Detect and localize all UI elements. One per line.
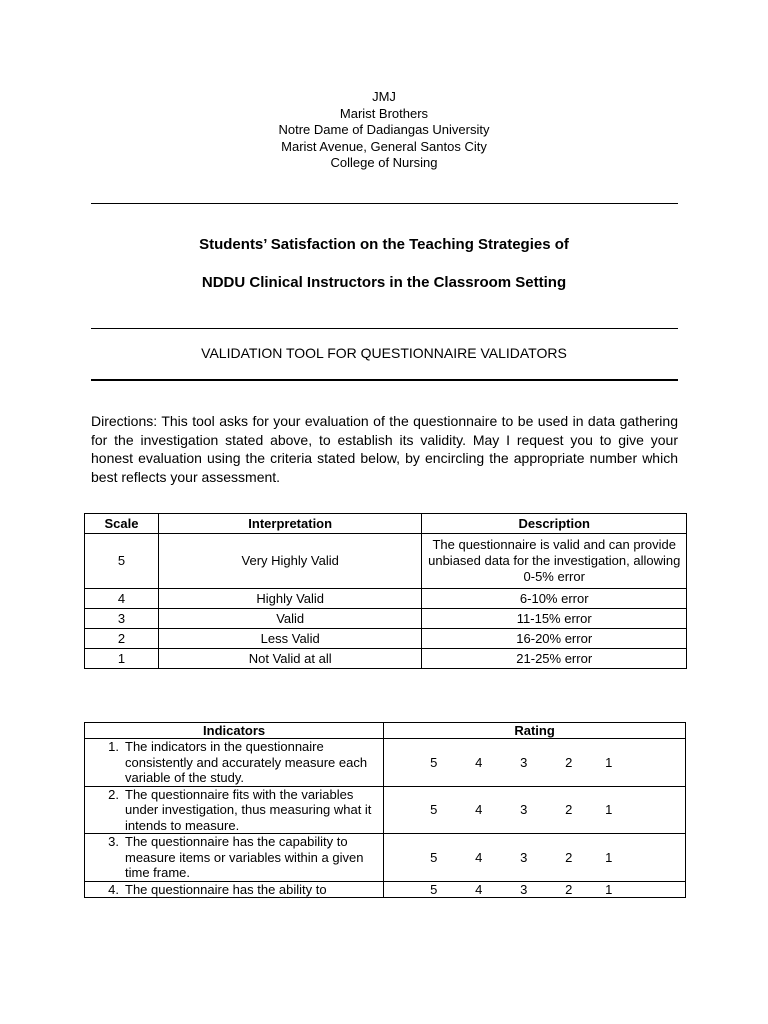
divider [91, 203, 678, 204]
table-row [85, 609, 687, 629]
description-cell: 6-10% error [422, 589, 687, 609]
rating-cell [384, 881, 686, 898]
description-cell: The questionnaire is valid and can provide unbiased data for the investigation, allowing 0-5% error [422, 534, 687, 589]
rating-option: 5 [430, 802, 438, 817]
rating-option: 5 [430, 849, 438, 865]
scale-cell: 3 [85, 609, 159, 629]
interpretation-cell: Less Valid [158, 629, 422, 649]
interpretation-cell: Not Valid at all [158, 649, 422, 669]
indicator-table [84, 722, 686, 898]
rating-option: 1 [605, 881, 613, 897]
header-line: College of Nursing [330, 155, 438, 170]
rating-option: 3 [520, 849, 528, 865]
table-row [85, 649, 687, 669]
rating-option: 4 [475, 881, 483, 897]
rating-option: 1 [605, 849, 613, 865]
column-header: Description [422, 514, 687, 534]
document-title-line-1: Students’ Satisfaction on the Teaching Strategies of [199, 236, 569, 253]
header-line: JMJ [372, 89, 396, 104]
indicator-text: The questionnaire fits with the variables under investigation, thus measuring what it intends to measure. [125, 786, 372, 833]
rating-option: 5 [430, 754, 438, 770]
indicator-number: 2. [108, 786, 119, 802]
rating-cell [384, 739, 686, 787]
scale-table [84, 513, 687, 669]
description-cell: 11-15% error [422, 609, 687, 629]
column-header: Rating [384, 723, 686, 739]
table-row [85, 881, 686, 898]
header-line: Notre Dame of Dadiangas University [278, 122, 490, 137]
rating-cell [384, 834, 686, 882]
rating-option: 4 [475, 802, 483, 817]
indicator-number: 3. [108, 834, 119, 849]
divider [91, 328, 678, 329]
rating-option: 3 [520, 881, 528, 897]
rating-option: 2 [565, 802, 573, 817]
header-line: Marist Avenue, General Santos City [281, 138, 487, 154]
description-cell: 21-25% error [422, 649, 687, 669]
table-header-row [85, 514, 687, 534]
rating-option: 3 [520, 802, 528, 817]
rating-option: 5 [430, 881, 438, 897]
interpretation-cell: Highly Valid [158, 589, 422, 609]
table-row [85, 534, 687, 589]
rating-option: 2 [565, 849, 573, 865]
scale-cell: 2 [85, 629, 159, 649]
description-cell: 16-20% error [422, 629, 687, 649]
indicator-text: The indicators in the questionnaire consistently and accurately measure each variable of the study. [125, 739, 368, 785]
indicator-cell [85, 834, 384, 882]
indicator-text: The questionnaire has the capability to measure items or variables within a given time frame. [125, 834, 364, 880]
rating-option: 1 [605, 802, 613, 817]
scale-cell: 5 [85, 534, 159, 589]
rating-cell [384, 786, 686, 834]
indicator-cell [85, 739, 384, 787]
document-subtitle: VALIDATION TOOL FOR QUESTIONNAIRE VALIDATORS [201, 345, 567, 361]
column-header: Interpretation [158, 514, 422, 534]
table-row [85, 834, 686, 882]
rating-option: 4 [475, 849, 483, 865]
rating-option: 1 [605, 754, 613, 770]
indicator-cell [85, 786, 384, 834]
table-row [85, 739, 686, 787]
table-row [85, 589, 687, 609]
directions-paragraph: Directions: This tool asks for your evaluation of the questionnaire to be used in data gathering for the investigation stated above, to establish its validity. May I request you to give your honest evaluation using the criteria stated below, by encircling the appropriate number which best reflects your assessment. [91, 413, 678, 485]
column-header: Scale [85, 514, 159, 534]
indicator-number: 1. [108, 739, 119, 754]
indicator-number: 4. [108, 881, 119, 897]
rating-option: 3 [520, 754, 528, 770]
table-row [85, 786, 686, 834]
document-title-line-2: NDDU Clinical Instructors in the Classroom Setting [201, 274, 567, 291]
divider [91, 379, 678, 381]
scale-cell: 4 [85, 589, 159, 609]
rating-option: 2 [565, 754, 573, 770]
interpretation-cell: Valid [158, 609, 422, 629]
column-header: Indicators [85, 723, 384, 739]
indicator-cell [85, 881, 384, 898]
scale-cell: 1 [85, 649, 159, 669]
interpretation-cell: Very Highly Valid [158, 534, 422, 589]
header-line: Marist Brothers [339, 105, 429, 121]
table-row [85, 629, 687, 649]
rating-option: 2 [565, 881, 573, 897]
table-header-row [85, 723, 686, 739]
rating-option: 4 [475, 754, 483, 770]
institution-header [0, 89, 768, 172]
indicator-text: The questionnaire has the ability to [125, 881, 327, 897]
